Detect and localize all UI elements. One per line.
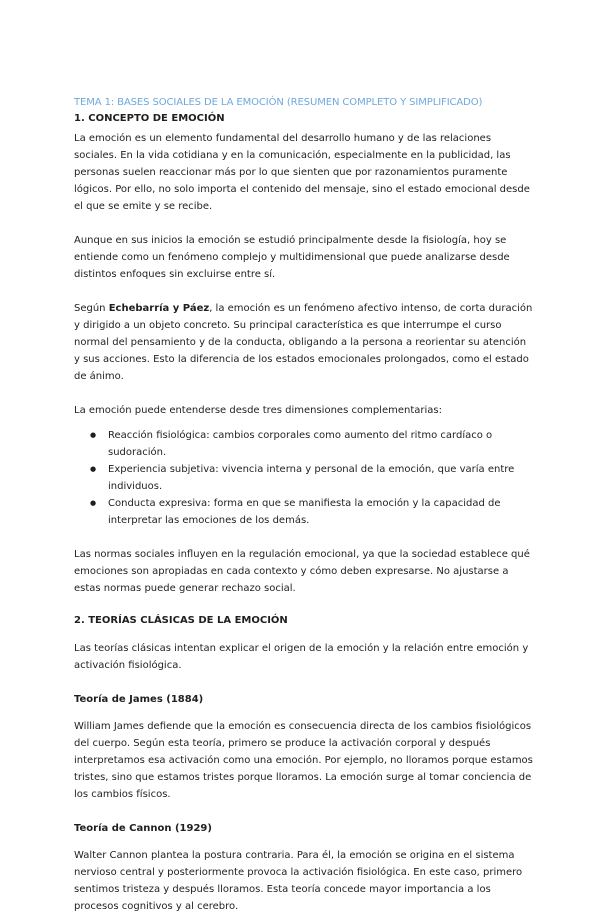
section-1-paragraph-1: La emoción es un elemento fundamental del desarrollo humano y de las relaciones sociales. En la vida cotidiana y en la comunicación, especialmente en la publicidad, las personas suelen reaccionar más por lo que sienten que por razonamientos puramente lógicos. Por ello, no solo importa el contenido del mensaje, sino el estado emocional desde el que se emite y se recibe. [74, 133, 530, 212]
james-heading: Teoría de James (1884) [74, 694, 204, 705]
section-1-paragraph-3 [74, 300, 534, 385]
authors-bold: Echebarría y Páez [108, 303, 210, 314]
james-paragraph: William James defiende que la emoción es consecuencia directa de los cambios fisiológicos del cuerpo. Según esta teoría, primero se produce la activación corporal y después interpretamos esa activación como una emoción. Por ejemplo, no lloramos porque estamos tristes, sino que estamos tristes porque lloramos. La emoción surge al tomar conciencia de los cambios físicos. [74, 721, 533, 800]
cannon-paragraph: Walter Cannon plantea la postura contraria. Para él, la emoción se origina en el sistema nervioso central y posteriormente provoca la activación fisiológica. En este caso, primero sentimos tristeza y después lloramos. Esta teoría concede mayor importancia a los procesos cognitivos y al cerebro. [74, 850, 523, 912]
p3-rest: , la emoción es un fenómeno afectivo intenso, de corta duración y dirigido a un objeto concreto. Su principal característica es que interrumpe el curso normal del pensamiento y de la conducta, obligando a la persona a reorientar su atención y sus acciones. Esto la diferencia de los estados emocionales prolongados, como el estado de ánimo. [74, 303, 533, 382]
section-1-paragraph-4: La emoción puede entenderse desde tres dimensiones complementarias: [74, 405, 442, 416]
section-2-heading: 2. TEORÍAS CLÁSICAS DE LA EMOCIÓN [74, 615, 288, 626]
section-1-paragraph-5: Las normas sociales influyen en la regulación emocional, ya que la sociedad establece qué emociones son apropiadas en cada contexto y cómo deben expresarse. No ajustarse a estas normas puede generar rechazo social. [74, 549, 530, 594]
dimensions-list [74, 427, 534, 529]
list-item: ● Experiencia subjetiva: vivencia interna y personal de la emoción, que varía entre individuos. [108, 461, 534, 495]
section-1-heading: 1. CONCEPTO DE EMOCIÓN [74, 113, 225, 124]
p3-prefix: Según [74, 303, 109, 314]
list-item: ● Conducta expresiva: forma en que se manifiesta la emoción y la capacidad de interpretar las emociones de los demás. [108, 495, 534, 529]
document-page [74, 96, 534, 915]
document-title: TEMA 1: BASES SOCIALES DE LA EMOCIÓN (RESUMEN COMPLETO Y SIMPLIFICADO) [74, 97, 483, 108]
list-item: ● Reacción fisiológica: cambios corporales como aumento del ritmo cardíaco o sudoración. [108, 427, 534, 461]
section-1-paragraph-2: Aunque en sus inicios la emoción se estudió principalmente desde la fisiología, hoy se entiende como un fenómeno complejo y multidimensional que puede analizarse desde distintos enfoques sin excluirse entre sí. [74, 235, 510, 280]
section-2-intro: Las teorías clásicas intentan explicar el origen de la emoción y la relación entre emoción y activación fisiológica. [74, 643, 529, 671]
cannon-heading: Teoría de Cannon (1929) [74, 823, 212, 834]
